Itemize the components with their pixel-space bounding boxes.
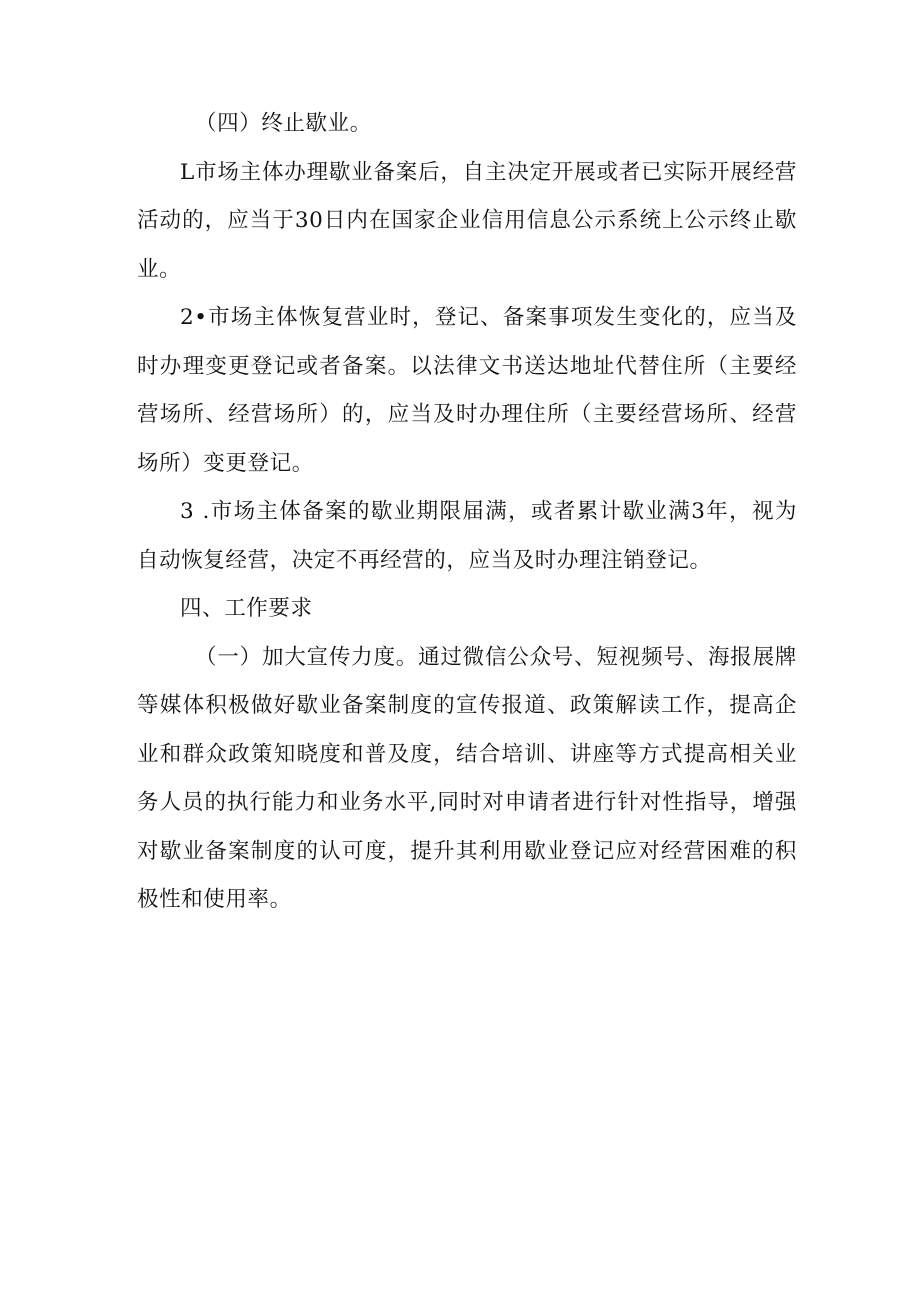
paragraph-item-2: 2•市场主体恢复营业时，登记、备案事项发生变化的，应当及时办理变更登记或者备案。以法律文书送达地址代替住所（主要经营场所、经营场所）的，应当及时办理住所（主要经营场所、经营场所）变更登记。 xyxy=(137,305,797,476)
document-body xyxy=(137,100,797,925)
paragraph-item-1: L市场主体办理歇业备案后，自主决定开展或者已实际开展经营活动的，应当于30日内在国家企业信用信息公示系统上公示终止歇业。 xyxy=(137,159,797,282)
paragraph-publicity: （一）加大宣传力度。通过微信公众号、短视频号、海报展牌等媒体积极做好歇业备案制度的宣传报道、政策解读工作，提高企业和群众政策知晓度和普及度，结合培训、讲座等方式提高相关业务人员的执行能力和业务水平,同时对申请者进行针对性指导，增强对歇业备案制度的认可度，提升其利用歇业登记应对经营困难的积极性和使用率。 xyxy=(137,644,797,912)
paragraph-item-3: 3 .市场主体备案的歇业期限届满，或者累计歇业满3年，视为自动恢复经营，决定不再经营的，应当及时办理注销登记。 xyxy=(137,499,797,573)
section-heading-work-requirements: 四、工作要求 xyxy=(180,596,313,621)
section-heading-terminate-suspension: （四）终止歇业。 xyxy=(195,111,372,136)
